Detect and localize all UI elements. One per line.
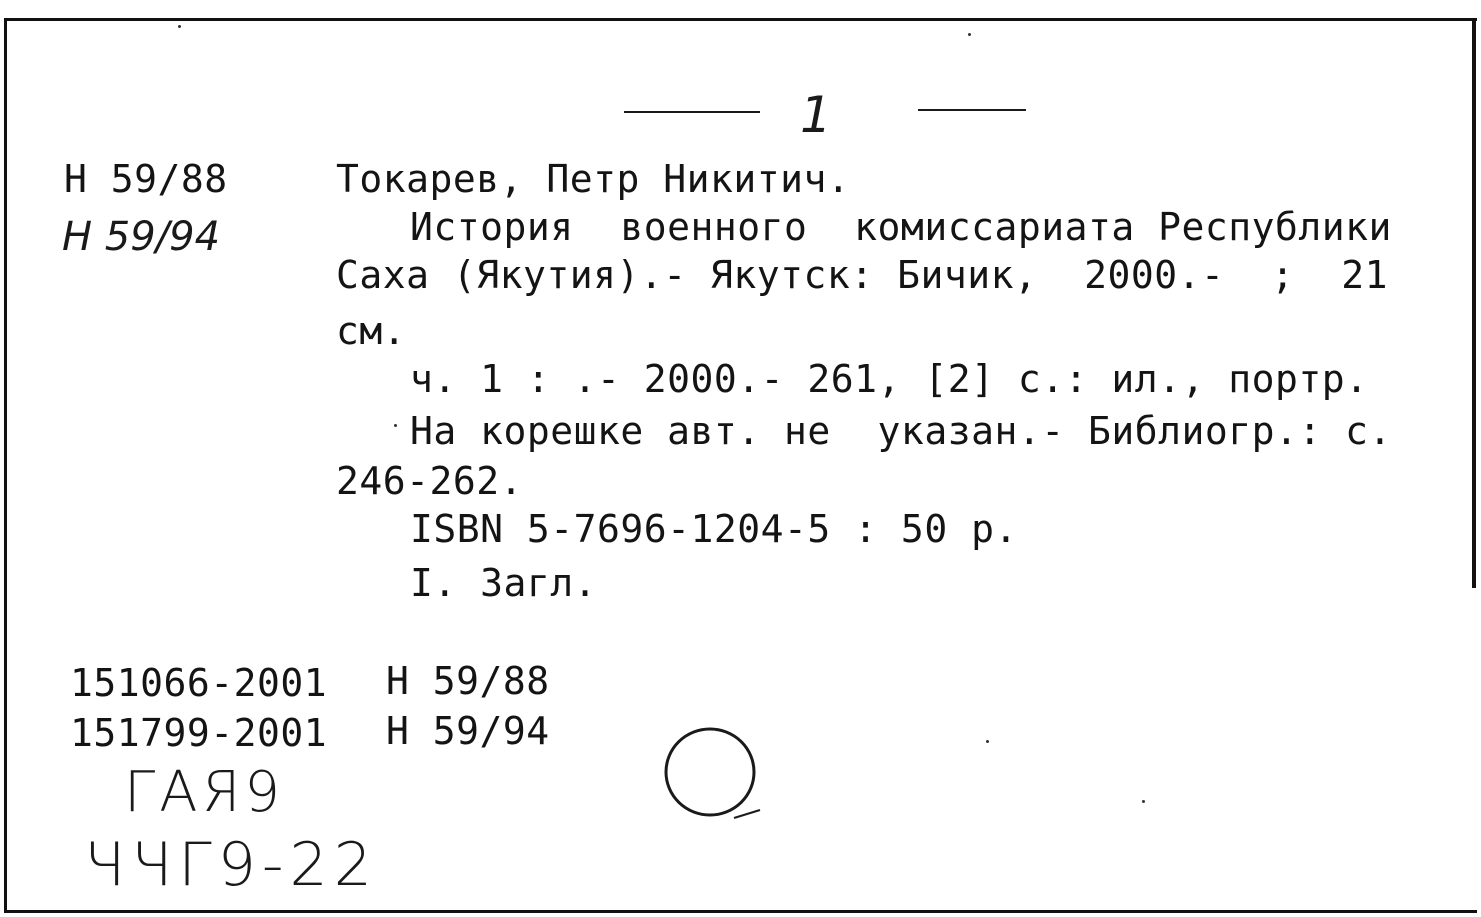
shelf-mark-typed: Н 59/88 (64, 157, 228, 201)
header-dash-left (624, 111, 760, 113)
title-line-2: Саха (Якутия).- Якутск: Бичик, 2000.- ; 21 (336, 253, 1389, 297)
card-number: 1 (800, 86, 832, 144)
title-line-1: История военного комиссариата Республики (410, 205, 1392, 249)
accession-number: 151799-2001 (70, 711, 328, 755)
accession-mark: Н 59/94 (386, 709, 550, 753)
isbn-line: ISBN 5-7696-1204-5 : 50 р. (410, 507, 1018, 551)
author-heading: Токарев, Петр Никитич. (336, 157, 851, 201)
handwritten-note: ЧЧГ9-22 (84, 830, 378, 900)
note-line-1: На корешке авт. не указан.- Библиогр.: с. (410, 409, 1392, 453)
speck (986, 740, 989, 743)
shelf-mark-handwritten: Н 59/94 (62, 214, 221, 260)
card-border-left (4, 20, 7, 913)
tracing-line: I. Загл. (410, 561, 598, 605)
accession-mark: Н 59/88 (386, 659, 550, 703)
header-dash-right (918, 109, 1026, 111)
card-border-right (1472, 18, 1476, 588)
speck (968, 33, 971, 36)
volume-line: ч. 1 : .- 2000.- 261, [2] с.: ил., портр. (410, 357, 1369, 401)
accession-number: 151066-2001 (70, 661, 328, 705)
card-border-bottom (4, 910, 1477, 913)
title-line-3: см. (336, 309, 407, 353)
punch-hole-circle (660, 722, 770, 826)
speck (394, 424, 397, 427)
handwritten-note: ГАЯ9 (124, 760, 285, 825)
note-line-2: 246-262. (336, 459, 524, 503)
speck (178, 25, 181, 28)
speck (1142, 800, 1145, 803)
card-border-top (4, 18, 1477, 21)
